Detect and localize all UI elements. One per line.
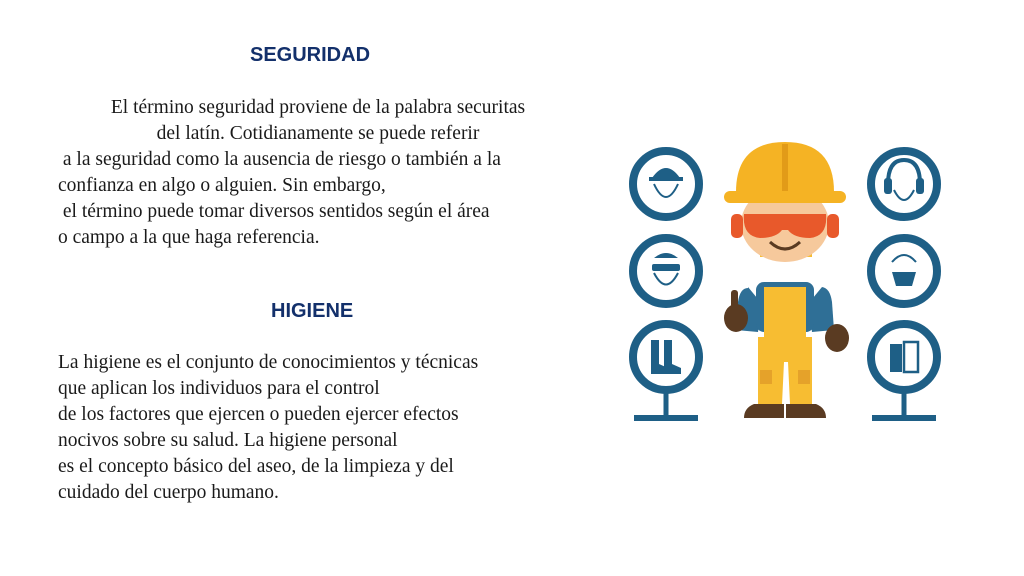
safety-worker-illustration	[598, 92, 972, 464]
seguridad-line: el término puede tomar diversos sentidos según el área	[58, 201, 490, 222]
worker-glove	[825, 324, 849, 352]
right-signpost	[871, 151, 937, 418]
gloves-icon	[871, 324, 937, 390]
seguridad-line: del latín. Cotidianamente se puede referir	[156, 123, 480, 144]
worker-figure	[724, 142, 849, 418]
worker-ear-muff	[731, 214, 743, 238]
seguridad-paragraph	[58, 95, 578, 251]
higiene-line: de los factores que ejercen o pueden ejercer efectos	[58, 404, 459, 425]
higiene-line: que aplican los individuos para el control	[58, 378, 380, 399]
worker-thumb	[731, 290, 738, 308]
safety-glasses-icon	[633, 238, 699, 304]
ear-protection-icon	[871, 151, 937, 217]
worker-boot	[744, 404, 784, 418]
worker-helmet-ridge	[782, 144, 788, 192]
higiene-line: cuidado del cuerpo humano.	[58, 482, 279, 503]
seguridad-line: o campo a la que haga referencia.	[58, 227, 320, 248]
worker-glove-thumbs-up	[724, 304, 748, 332]
seguridad-line: confianza en algo o alguien. Sin embargo,	[58, 175, 386, 196]
worker-knee-pad	[798, 370, 810, 384]
left-signpost	[633, 151, 699, 418]
worker-knee-pad	[760, 370, 772, 384]
higiene-line: es el concepto básico del aseo, de la limpieza y del	[58, 456, 454, 477]
higiene-heading: HIGIENE	[271, 300, 354, 322]
seguridad-heading: SEGURIDAD	[250, 44, 371, 66]
seguridad-line: El término seguridad proviene de la palabra securitas	[110, 97, 526, 118]
face-mask-icon	[871, 238, 937, 304]
worker-helmet-brim	[724, 191, 846, 203]
worker-boot	[786, 404, 826, 418]
worker-belt-area	[758, 337, 812, 355]
higiene-paragraph	[58, 350, 478, 506]
safety-boots-icon	[633, 324, 699, 390]
higiene-line: La higiene es el conjunto de conocimientos y técnicas	[58, 352, 479, 373]
worker-ear-muff	[827, 214, 839, 238]
higiene-line: nocivos sobre su salud. La higiene personal	[58, 430, 398, 451]
seguridad-line: a la seguridad como la ausencia de riesgo o también a la	[58, 149, 501, 170]
hard-hat-icon	[633, 151, 699, 217]
